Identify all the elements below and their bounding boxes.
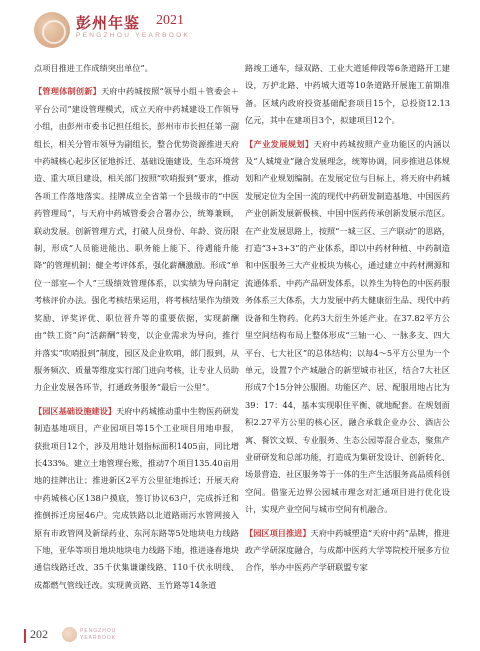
footer-brand-line1: PENGZHOU — [80, 628, 117, 634]
page-number: 202 — [30, 627, 48, 641]
footer-brand-line2: YEARBOOK — [80, 635, 117, 641]
yearbook-logo-icon — [34, 12, 70, 48]
left-column — [34, 60, 239, 600]
footer-logo-icon — [62, 627, 77, 642]
section-tag: 【产业发展规划】 — [245, 138, 314, 149]
paragraph-text: 路竣工通车，绿双路、工业大道延伸段等6条道路开工建设，万护北路、中药城大道等10条道路开展施工前期准备。区域内政府投资基础配套项目15个，总投资12.13亿元，其中在建项目3个，拟建项目12个。 — [245, 63, 450, 126]
section-tag: 【园区项目推进】 — [245, 527, 311, 538]
paragraph-text: 天府中药城按照产业功能区的内涵以及“人城境业”融合发展理念，统筹协调，同步推进总体规划和产业规划编制。在发展定位与目标上，将天府中药城发展定位为全国一流的现代中药研发制造基地、中国医药产业创新发展新极核、中国中医药传承创新发展示范区。在产业发展思路上，按照“一城三区、三产联动”的思路，打造“3+3+3”的产业体系，即以中药材种植、中药制造和中医服务三大产业板块为核心，通过建立中药材溯源和流通体系、中药产品研发体系，以养生为特色的中医药服务体系三大体系，大力发展中药大健康衍生品、现代中药设备和生物药。化药3大衍生外延产业。在37.82平方公里空间结构布局上整体形成“三轴一心、一脉多支、四大平台、七大社区”的总体结构；以每4～5平方公里为一个单元，设置7个产城融合的新型城市社区，结合7大社区形成7个15分钟公服圈。功能区产、居、配服用地占比为39：17：44，基本实现职住平衡、就地配套。在规划面积2.27平方公里的核心区，融合承载企业办公、酒店公寓、餐饮文娱、专业服务、生态公园等混合业态，聚焦产业研研发和总部功能，打造成为集研发设计、创新转化、场景营造、社区服务等于一体的生产生活服务高品质科创空间。借鉴无边界公园城市理念对汇通项目进行优化设计，实现产业空间与城市空间有机融合。 — [245, 138, 450, 515]
page-header — [0, 0, 480, 62]
header-year: 2021 — [156, 13, 184, 28]
paragraph — [34, 403, 239, 594]
paragraph-text: 天府中药城按照“领导小组＋管委会＋平台公司”建设管理模式，成立天府中药城建设工作领导小组，由彭州市委书记担任组长，彭州市市长担任第一副组长，相关分管市领导为副组长，整合优势资源推进天府中药城核心起步区征地拆迁、基础设施建设、生态环境营造、重大项目建设，相关部门按照“吹哨报到”要求，推动各项工作落地落实。挂牌成立全省第一个县级市的“中医药管理局”，与天府中药城管委会合署办公，统筹兼顾，联动发展。创新管理方式，打破人员身份、年龄、资历限制，形成“人员能进能出、职务能上能下、待遇能升能降”的管理机制；健全考评体系，强化薪酬激励。形成“单位一部室—个人”三级绩效管理体系，以实绩为导向制定考核评价办法。强化考核结果运用，将考核结果作为绩效奖励、评奖评优、职位晋升等的重要依据，实现薪酬由“铁工资”向“活薪酬”转变，以企业需求为导向，推行并落实“吹哨报到”制度，园区及企业吹哨，部门报到，从服务频次、质量等维度实行部门进向考核，让专业人员助力企业发展各环节，打通政务服务“最后一公里”。 — [34, 86, 239, 393]
header-title: 彭州年鉴 — [76, 14, 141, 32]
page-footer — [0, 622, 480, 651]
paragraph — [34, 60, 239, 77]
paragraph — [245, 60, 450, 130]
paragraph-text: 天府中药城塑造“天府中药”品牌，推进政产学研深度融合，与成都中医药大学等院校开展多方位合作，举办中医药产学研联盟专家 — [245, 527, 450, 573]
paragraph — [34, 83, 239, 396]
paragraph — [245, 136, 450, 519]
footer-brand — [80, 628, 116, 642]
paragraph-text: 天府中药城推动重中生物医药研发制造基地项目，产业园项目等15个工业项目用地申报，获批项目12个，涉及用地计划指标面积1405亩，同比增长433%。建立土地管理台账，推动7个项目135.40亩用地的挂牌出让；推进新区2平方公里征地拆迁；开展天府中药城核心区138户摸底，签订协议63户，完成拆迁和推倒拆迁房屋46户。完成铁路以北道路雨污水管网接入原有市政管网及新绿药业、东河东路等5处地块电力线路下地，亚华等项目地块地块电力线路下地，推进逢春地块通信线路迁改、35千伏集谦谦线路、110千伏永明线、成都燃气管线迁改。实现黄贡路、玉竹路等14条道 — [34, 405, 239, 590]
header-subtitle: PENGZHOU YEARBOOK — [76, 32, 191, 39]
section-tag: 【管理体制创新】 — [34, 86, 101, 97]
paragraph-text: 点项目推进工作成绩突出单位”。 — [34, 63, 153, 73]
section-tag: 【园区基础设施建设】 — [34, 405, 116, 416]
right-column — [245, 60, 450, 583]
footer-accent-bar — [24, 629, 26, 643]
paragraph — [245, 525, 450, 577]
